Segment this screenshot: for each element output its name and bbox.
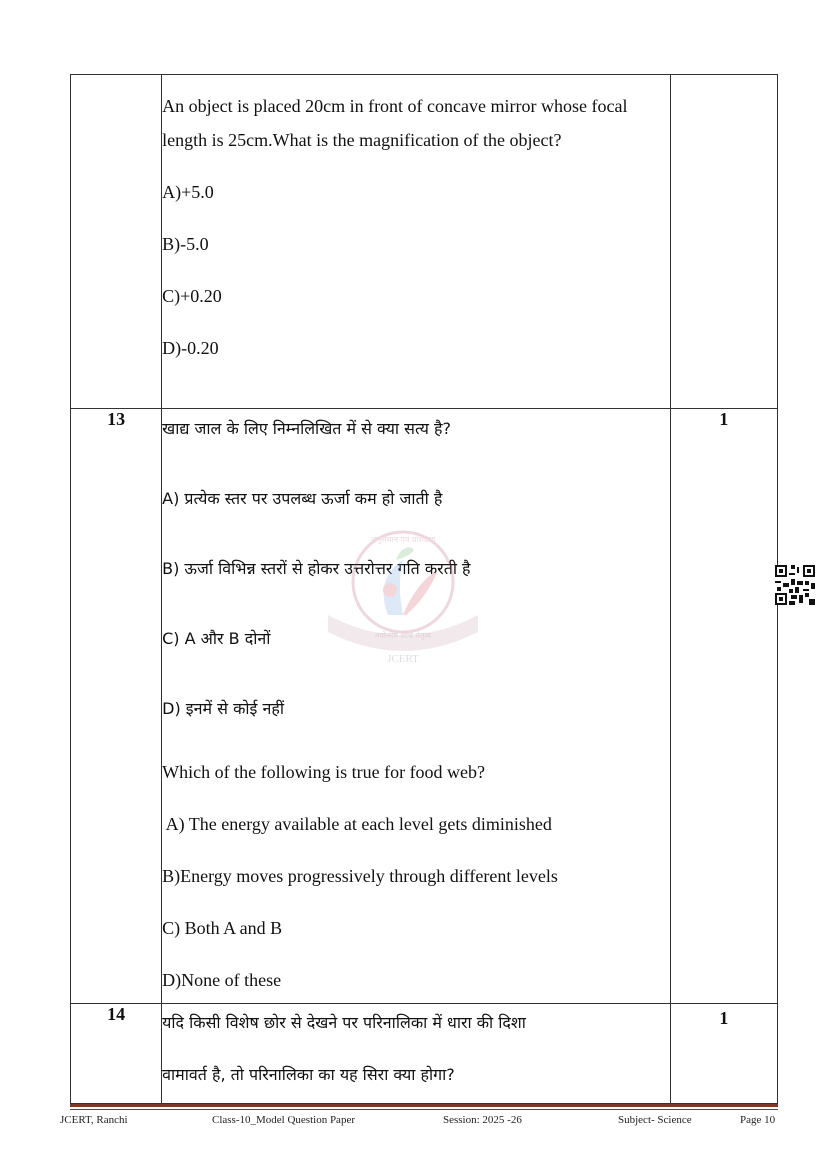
footer-page-number: Page 10 <box>740 1114 776 1126</box>
question-text-hindi-line2: वामावर्त है, तो परिनालिका का यह सिरा क्या होगा? <box>162 1065 455 1084</box>
option-d-hindi: D) इनमें से कोई नहीं <box>162 699 284 718</box>
question-row-14 <box>71 1004 778 1104</box>
footer-divider-thin <box>70 1109 778 1110</box>
option-b: B)-5.0 <box>162 234 209 254</box>
footer-org: JCERT, Ranchi <box>60 1114 128 1126</box>
qr-code-icon <box>775 565 815 605</box>
watermark-label-top: अनुसंधान एवं प्रशिक्षण <box>370 535 436 544</box>
question-marks: 1 <box>670 1004 777 1104</box>
option-a: A) The energy available at each level gets diminished <box>162 814 552 834</box>
option-c: C)+0.20 <box>162 286 222 306</box>
option-a-hindi: A) प्रत्येक स्तर पर उपलब्ध ऊर्जा कम हो जाती है <box>162 489 443 508</box>
question-cell <box>162 75 671 409</box>
option-d: D)None of these <box>162 970 282 990</box>
question-marks <box>670 75 777 409</box>
option-b: B)Energy moves progressively through different levels <box>162 866 558 886</box>
option-c: C) Both A and B <box>162 918 283 938</box>
question-number: 14 <box>71 1004 162 1104</box>
footer-paper: Class-10_Model Question Paper <box>212 1114 355 1126</box>
question-row-13 <box>71 409 778 1004</box>
question-table <box>70 74 778 1104</box>
watermark-label-bottom: JCERT <box>387 653 419 665</box>
option-b-hindi: B) ऊर्जा विभिन्न स्तरों से होकर उत्तरोत्तर गति करती है <box>162 559 471 578</box>
option-d: D)-0.20 <box>162 338 219 358</box>
question-marks: 1 <box>670 409 777 1004</box>
question-text: Which of the following is true for food web? <box>162 762 486 782</box>
question-text: An object is placed 20cm in front of concave mirror whose focal length is 25cm.What is the magnification of the object? <box>162 96 628 150</box>
option-c-hindi: C) A और B दोनों <box>162 629 271 648</box>
question-cell <box>162 1004 671 1104</box>
question-row-12 <box>71 75 778 409</box>
footer-subject: Subject- Science <box>618 1114 692 1126</box>
footer-session: Session: 2025 -26 <box>443 1114 522 1126</box>
footer-divider <box>70 1104 778 1107</box>
option-a: A)+5.0 <box>162 182 214 202</box>
question-number: 13 <box>71 409 162 1004</box>
question-cell <box>162 409 671 1004</box>
question-text-hindi-line1: यदि किसी विशेष छोर से देखने पर परिनालिका में धारा की दिशा <box>162 1013 526 1032</box>
question-number <box>71 75 162 409</box>
watermark-label-band: नवोन्मेष शोध नेतृत्व <box>375 631 431 640</box>
question-text-hindi: खाद्य जाल के लिए निम्नलिखित में से क्या सत्य है? <box>162 419 451 438</box>
